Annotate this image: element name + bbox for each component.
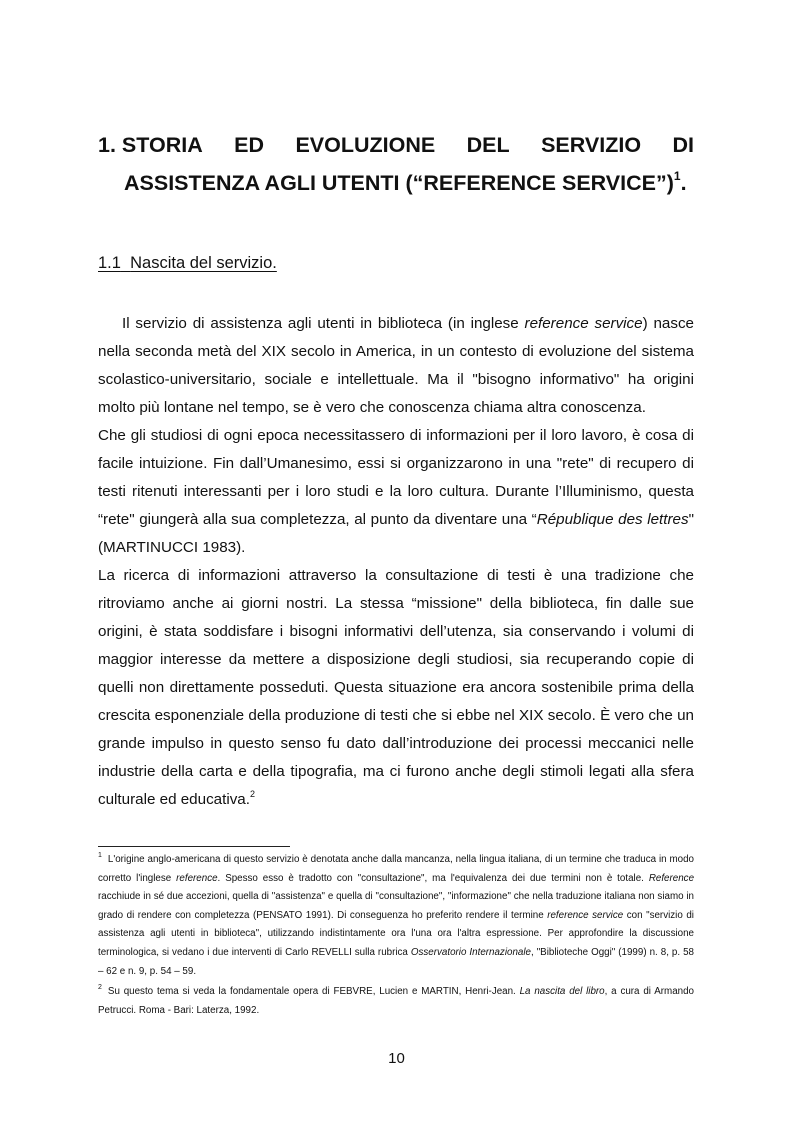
italic-term: Reference [648, 872, 695, 884]
italic-term: reference service [524, 315, 643, 332]
footnote-text: L'origine anglo-americana di questo servizio è denotata anche dalla mancanza, nella lingua italiana, di un termine che traduca in modo corretto l'inglese [98, 854, 694, 884]
chapter-title [98, 126, 694, 202]
italic-term: République des lettres [536, 511, 689, 528]
italic-term: La nascita del libro [519, 986, 605, 998]
footnote-text: Su questo tema si veda la fondamentale opera di FEBVRE, Lucien e MARTIN, Henri-Jean. [107, 986, 520, 998]
title-word: ED [234, 133, 265, 157]
footnote-ref-2[interactable]: 2 [249, 789, 255, 799]
chapter-title-line-1 [98, 126, 694, 164]
footnote-2 [98, 983, 694, 1020]
footnote-text: racchiude in sé due accezioni, quella di "assistenza" e quella di "consultazione", "informazione" che nella traduzione italiana non siamo in grado di rendere con completezza (PENSATO 1991). Di conseguenza ho preferito rendere il termine [98, 891, 694, 921]
paragraph-3 [98, 562, 694, 814]
footnote-number: 1 [98, 852, 102, 859]
footnotes [98, 851, 694, 1022]
chapter-title-end: . [680, 171, 687, 195]
italic-term: Osservatorio Internazionale [410, 946, 531, 958]
paragraph-text: " (MARTINUCCI 1983). [98, 511, 694, 556]
section-title-text: Nascita del servizio. [130, 254, 277, 272]
paragraph-text: ) nasce nella seconda metà del XIX secolo in America, in un contesto di evoluzione del sistema scolastico-universitario, sociale e intellettuale. Ma il "bisogno informativo" ha origini molto più lontane nel tempo, se è vero che conoscenza chiama altra conoscenza. [98, 315, 694, 416]
title-word: 1. STORIA [98, 133, 203, 157]
section-heading [98, 252, 277, 274]
paragraph-text: Il servizio di assistenza agli utenti in biblioteca (in inglese [122, 315, 525, 332]
chapter-title-text: ASSISTENZA AGLI UTENTI (“REFERENCE SERVICE”) [124, 171, 674, 195]
italic-term: reference [176, 872, 218, 884]
title-word: SERVIZIO [541, 133, 642, 157]
title-word: EVOLUZIONE [295, 133, 436, 157]
section-number: 1.1 [98, 254, 121, 272]
italic-term: reference service [547, 909, 624, 921]
footnote-text: , a cura di Armando Petrucci. Roma - Bari: Laterza, 1992. [98, 986, 694, 1016]
footnote-number: 2 [98, 984, 102, 992]
footnote-ref-1[interactable]: 1 [673, 169, 681, 183]
paragraph-text: La ricerca di informazioni attraverso la consultazione di testi è una tradizione che ritroviamo anche ai giorni nostri. La stessa “missione" della biblioteca, fin dalle sue origini, è stata soddisfare i bisogni informativi dell’utenza, sia conservando i volumi di maggior interesse da mettere a disposizione degli studiosi, sia recuperando copie di quelli non direttamente posseduti. Questa situazione era ancora sostenibile prima della crescita esponenziale della produzione di testi che si ebbe nel XIX secolo. È vero che un grande impulso in questo senso fu dato dall’introduzione dei processi meccanici nelle industrie della carta e della tipografia, ma ci furono anche degli stimoli legati alla sfera culturale ed educativa. [98, 567, 694, 808]
footnote-separator [98, 846, 290, 847]
title-word: DEL [466, 133, 510, 157]
paragraph-text: Che gli studiosi di ogni epoca necessitassero di informazioni per il loro lavoro, è cosa di facile intuizione. Fin dall’Umanesimo, essi si organizzarono in una "rete" di recupero di testi ritenuti interessanti per i loro studi e la loro cultura. Durante l’Illuminismo, questa “rete" giungerà alla sua completezza, al punto da diventare una “ [98, 427, 694, 528]
footnote-text: . Spesso esso è tradotto con "consultazione", ma l'equivalenza dei due termini non è totale. [217, 872, 649, 884]
body-text [98, 310, 694, 814]
footnote-text: , "Biblioteche Oggi" (1999) n. 8, p. 58 – 62 e n. 9, p. 54 – 59. [98, 946, 694, 977]
chapter-title-line-2 [98, 164, 694, 202]
footnote-1 [98, 851, 694, 981]
paragraph-2 [98, 422, 694, 562]
footnote-text: con "servizio di assistenza agli utenti in biblioteca", utilizzando indistintamente ora l'una ora l'altra espressione. Per approfondire la discussione terminologica, si vedano i due interventi di Carlo REVELLI sulla rubrica [98, 909, 694, 958]
title-word: DI [672, 133, 694, 157]
paragraph-1 [98, 310, 694, 422]
page-number: 10 [388, 1050, 405, 1067]
